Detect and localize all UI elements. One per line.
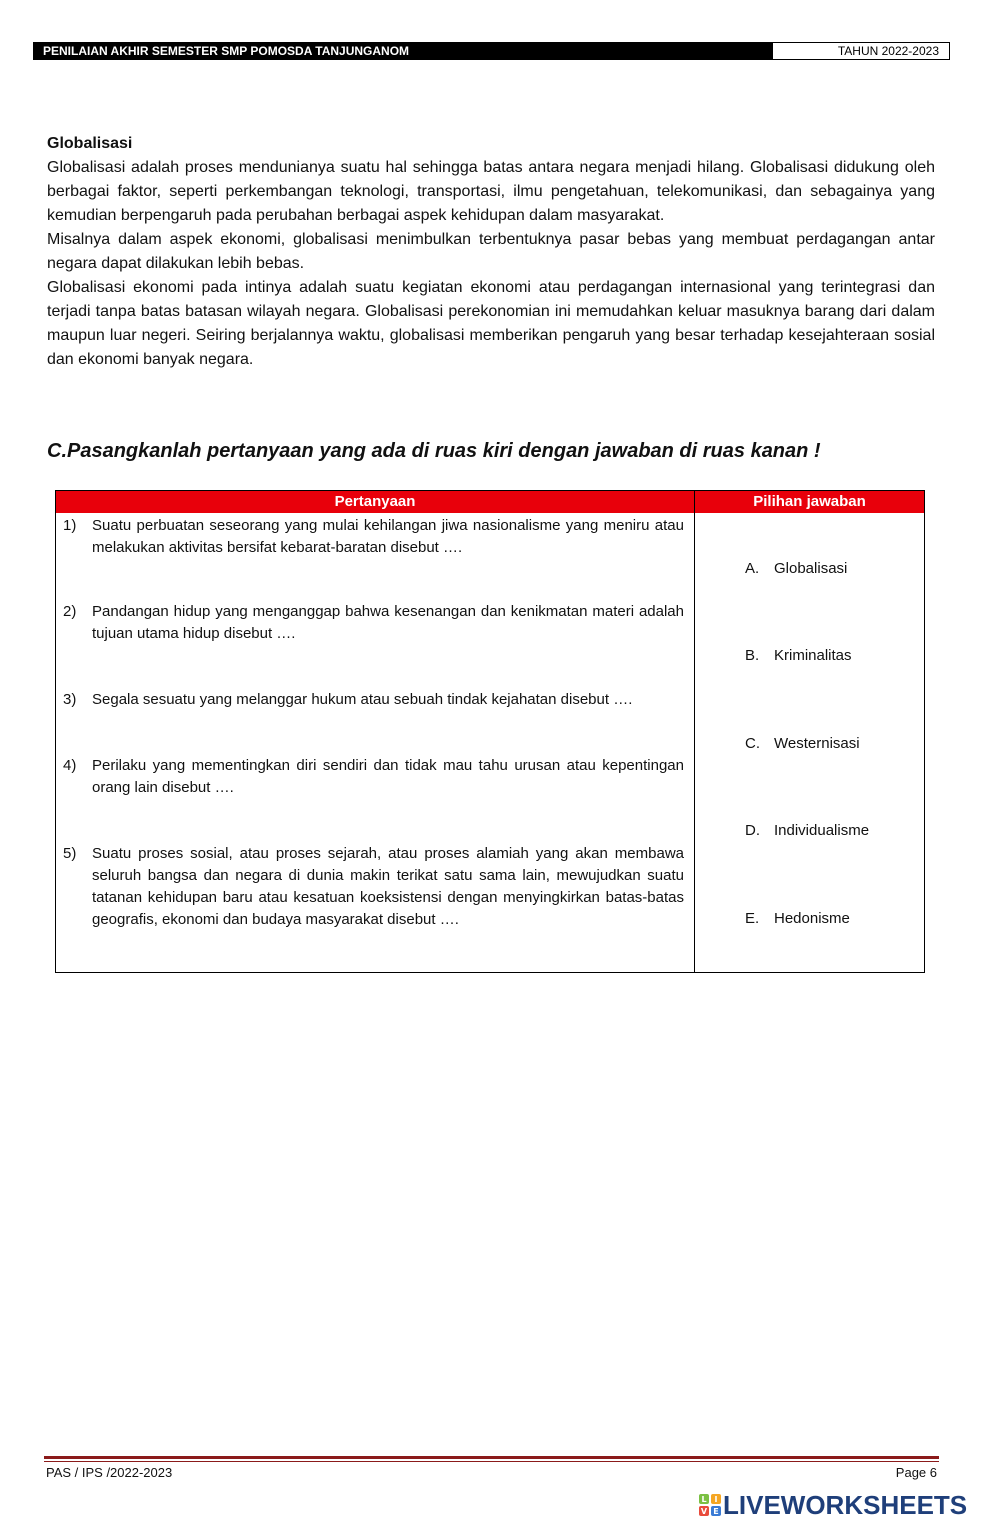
answer-text: Westernisasi xyxy=(774,735,860,752)
header-answer: Pilihan jawaban xyxy=(753,493,866,510)
answer-letter: C. xyxy=(745,735,760,752)
answer-letter: B. xyxy=(745,647,760,664)
question-text: Segala sesuatu yang melanggar hukum atau sebuah tindak kejahatan disebut …. xyxy=(92,691,633,708)
svg-text:L: L xyxy=(701,1495,707,1504)
question-text: Suatu proses sosial, atau proses sejarah, atau proses alamiah yang akan membawa seluruh bangsa dan negara di dunia makin terikat satu sama lain, mewujudkan suatu tatanan kehidupan baru atau kesatuan koeksistensi dengan menyingkirkan batas-batas geografis, ekonomi dan budaya masyarakat disebut …. xyxy=(92,845,684,928)
question-number: 3) xyxy=(63,691,77,708)
question-number: 2) xyxy=(63,603,77,620)
article-paragraph: Globalisasi ekonomi pada intinya adalah suatu kegiatan ekonomi atau perdagangan internasional yang terintegrasi dan terjadi tanpa batas batasan wilayah negara. Globalisasi perekonomian ini memudahkan keluar masuknya barang dari dalam maupun luar negeri. Seiring berjalannya waktu, globalisasi memberikan pengaruh yang besar terhadap kesejahteraan sosial dan ekonomi banyak negara. xyxy=(47,279,935,368)
question-number: 4) xyxy=(63,757,77,774)
svg-text:V: V xyxy=(700,1507,708,1516)
question-text: Pandangan hidup yang menganggap bahwa kesenangan dan kenikmatan materi adalah tujuan utama hidup disebut …. xyxy=(92,603,684,642)
question-text: Perilaku yang mementingkan diri sendiri dan tidak mau tahu urusan atau kepentingan orang lain disebut …. xyxy=(92,757,684,796)
liveworksheets-logo-icon xyxy=(698,1493,722,1517)
header-question: Pertanyaan xyxy=(334,493,416,510)
question-text: Suatu perbuatan seseorang yang mulai kehilangan jiwa nasionalisme yang meniru atau melakukan aktivitas bersifat kebarat-baratan disebut …. xyxy=(92,517,684,556)
footer-divider xyxy=(44,1456,939,1459)
column-divider xyxy=(694,491,695,972)
article-globalisasi xyxy=(47,132,935,372)
question-number: 5) xyxy=(63,845,77,862)
header-year: TAHUN 2022-2023 xyxy=(772,42,950,60)
footer-course: PAS / IPS /2022-2023 xyxy=(46,1465,173,1480)
svg-text:E: E xyxy=(713,1507,719,1516)
brand-name: LIVEWORKSHEETS xyxy=(723,1490,968,1520)
article-heading: Globalisasi xyxy=(47,135,133,152)
answer-option-e[interactable] xyxy=(745,908,850,930)
article-paragraph: Globalisasi adalah proses mendunianya suatu hal sehingga batas antara negara menjadi hilang. Globalisasi didukung oleh berbagai faktor, seperti perkembangan teknologi, transportasi, ilmu pengetahuan, telekomunikasi, dan sebagainya yang kemudian berpengaruh pada perubahan berbagai aspek kehidupan dalam masyarakat. xyxy=(47,159,935,224)
page-header xyxy=(33,42,950,60)
answer-text: Globalisasi xyxy=(774,560,848,577)
article-paragraph: Misalnya dalam aspek ekonomi, globalisasi menimbulkan terbentuknya pasar bebas yang membuat perdagangan antar negara dapat dilakukan lebih bebas. xyxy=(47,231,935,272)
answer-letter: E. xyxy=(745,910,760,927)
answer-option-c[interactable] xyxy=(745,733,860,755)
header-title: PENILAIAN AKHIR SEMESTER SMP POMOSDA TANJUNGANOM xyxy=(33,42,772,60)
footer-divider-thin xyxy=(44,1461,939,1462)
answer-text: Kriminalitas xyxy=(774,647,852,664)
answer-text: Hedonisme xyxy=(774,910,850,927)
answer-letter: D. xyxy=(745,822,760,839)
section-title: C.Pasangkanlah pertanyaan yang ada di ruas kiri dengan jawaban di ruas kanan ! xyxy=(47,440,821,462)
answer-letter: A. xyxy=(745,560,760,577)
question-number: 1) xyxy=(63,517,77,534)
matching-table xyxy=(55,490,925,973)
answer-option-d[interactable] xyxy=(745,820,869,842)
answer-text: Individualisme xyxy=(774,822,870,839)
answer-option-b[interactable] xyxy=(745,645,852,667)
svg-text:I: I xyxy=(714,1495,718,1504)
table-header-row xyxy=(56,491,924,513)
answer-option-a[interactable] xyxy=(745,558,847,580)
footer-page-number: Page 6 xyxy=(895,1465,937,1480)
